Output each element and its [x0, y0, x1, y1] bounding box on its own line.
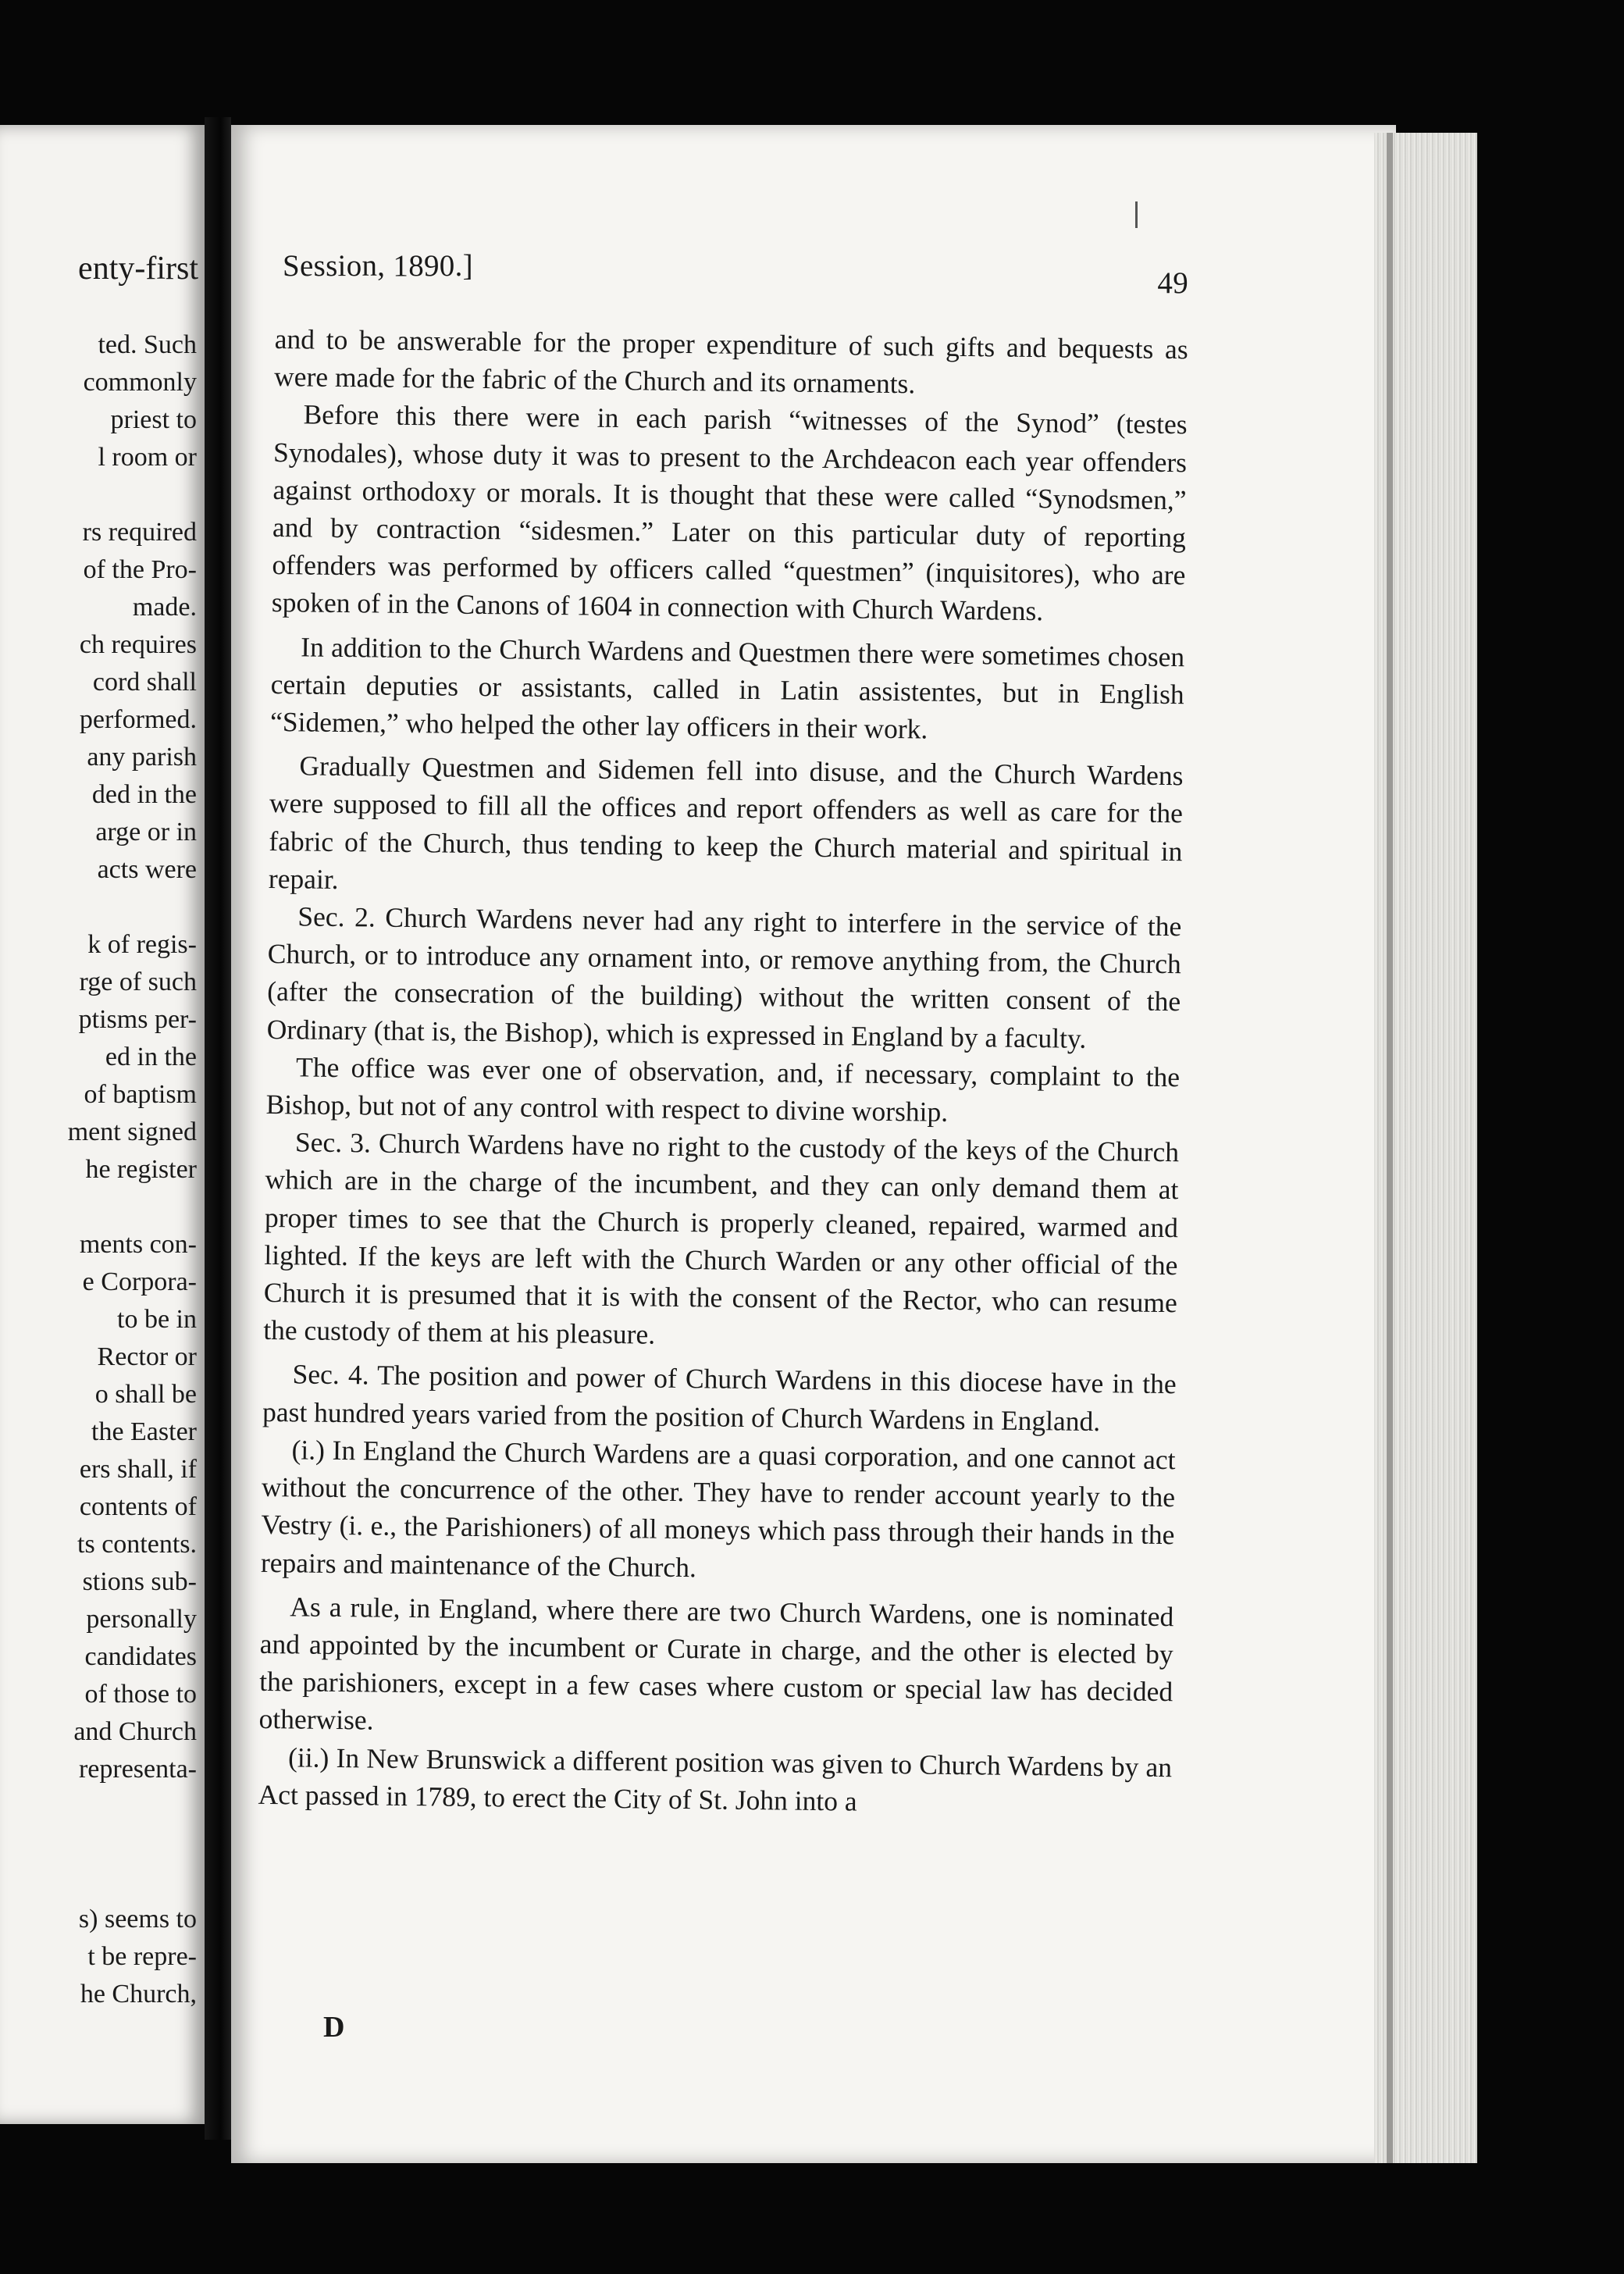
left-page-line: contents of [79, 1492, 197, 1521]
left-page-line: representa- [78, 1755, 197, 1784]
left-page-line: performed. [79, 705, 197, 734]
paragraph: (ii.) In New Brunswick a different position was given to Church Wardens by an Act passed in 1789, to erect the City of St. John into a [258, 1741, 1173, 1817]
left-page-line [68, 1189, 197, 1226]
paragraph: Sec. 2. Church Wardens never had any right to interfere in the service of the Church, or to introduce any ornament into, or remove anything from, the Church (after the consecration of the building) without the written consent of the Ordinary (that is, the Bishop), which is expressed in England by a faculty. [266, 900, 1182, 1054]
left-page-line: acts were [97, 855, 197, 884]
left-page-line: Rector or [97, 1342, 197, 1371]
left-page-line [68, 476, 197, 514]
paragraph: The office was ever one of observation, and, if necessary, complaint to the Bishop, but not of any control with respect to divine worship. [265, 1051, 1181, 1128]
left-page-line: e Corpora- [82, 1267, 197, 1296]
page-edge-shadow [1387, 133, 1393, 2163]
left-running-head: enty-first [78, 251, 198, 287]
paragraph: Sec. 4. The position and power of Church Wardens in this diocese have in the past hundred years varied from the position of Church Wardens in England. [262, 1358, 1177, 1437]
left-page-line: commonly [83, 368, 197, 397]
left-page-line: of those to [84, 1680, 197, 1709]
paragraph: and to be answerable for the proper expenditure of such gifts and bequests as were made for the fabric of the Church and its ornaments. [273, 323, 1188, 400]
paragraph: Before this there were in each parish “witnesses of the Synod” (testes Synodales), whose duty it was to present to the Archdeacon each year offenders against orthodoxy or morals. It is thought that these were called “Synodsmen,” and by contraction “sidesmen.” Later on this particular duty of reporting offenders was performed by officers called “questmen” (inquisitores), who are spoken of in the Canons of 1604 in connection with Church Wardens. [271, 398, 1188, 627]
left-page-line [68, 1788, 197, 1826]
left-page-line: ded in the [91, 780, 197, 809]
left-page-line: made. [132, 593, 197, 622]
left-page-line: t be repre- [87, 1942, 197, 1971]
left-page-line: ted. Such [98, 330, 197, 359]
paragraph: As a rule, in England, where there are two Church Wardens, one is nominated and appointed by the incumbent or Curate in charge, and the other is elected by the parishioners, except in a few cases where custom or special law has decided otherwise. [258, 1591, 1174, 1736]
signature-mark: D [323, 2011, 345, 2044]
left-page-line: o shall be [94, 1380, 197, 1409]
left-page-line [68, 889, 197, 926]
left-page-line: ch requires [79, 630, 197, 659]
paragraph: (i.) In England the Church Wardens are a quasi corporation, and one cannot act without the concurrence of the other. They have to render account yearly to the Vestry (i. e., the Parishioners) of all moneys which pass through their hands in the repairs and maintenance of the Church. [260, 1434, 1176, 1583]
book-gutter [205, 117, 231, 2140]
paragraph: Gradually Questmen and Sidemen fell into disuse, and the Church Wardens were supposed to fill all the offices and report offenders as well as care for the fabric of the Church, thus tending to keep the Church material and spiritual in repair. [268, 750, 1184, 895]
paragraph: Sec. 3. Church Wardens have no right to the custody of the keys of the Church which are in the charge of the incumbent, and they can only demand them at proper times to see that the Church is properly cleaned, repaired, warmed and lighted. If the keys are left with the Church Warden or any other official of the Church it is presumed that it is with the consent of the Rector, who can resume the custody of them at his pleasure. [263, 1126, 1180, 1350]
left-page-line: of baptism [84, 1080, 197, 1109]
left-facing-page [0, 125, 205, 2124]
left-page-line: and Church [73, 1717, 197, 1746]
left-page-line: ment signed [67, 1117, 197, 1146]
left-page-line: priest to [110, 405, 197, 434]
left-page-line: ed in the [105, 1043, 197, 1071]
page-number: 49 [1157, 266, 1188, 300]
left-page-line [68, 1826, 197, 1863]
left-page-line: s) seems to [78, 1905, 197, 1934]
left-page-line: he Church, [80, 1980, 197, 2008]
left-page-line: cord shall [92, 668, 197, 697]
paragraph: In addition to the Church Wardens and Questmen there were sometimes chosen certain deputies or assistants, called in Latin assistentes, but in English “Sidemen,” who helped the other lay officers in their work. [269, 631, 1185, 745]
left-page-line: arge or in [95, 818, 197, 847]
running-head [283, 248, 1188, 300]
left-page-line: stions sub- [82, 1567, 197, 1596]
left-page-line: ments con- [79, 1230, 197, 1259]
left-page-line: ptisms per- [78, 1005, 197, 1034]
left-page-line: the Easter [91, 1417, 197, 1446]
left-page-line: ers shall, if [79, 1455, 197, 1484]
left-page-line: ts contents. [77, 1530, 197, 1559]
left-page-line [68, 1863, 197, 1901]
left-page-line: rs required [82, 518, 197, 547]
body-text [258, 320, 1188, 1823]
left-page-line: to be in [117, 1305, 197, 1334]
running-head-title: Session, 1890.] [283, 249, 473, 283]
left-page-line: l room or [98, 443, 197, 472]
left-page-line: he register [85, 1155, 197, 1184]
left-page-text [68, 326, 197, 2013]
left-page-line: candidates [84, 1642, 197, 1671]
left-page-line: any parish [87, 743, 197, 772]
left-page-line: k of regis- [87, 930, 197, 959]
left-page-line: rge of such [79, 968, 197, 996]
left-page-line: of the Pro- [83, 555, 197, 584]
left-page-line: personally [86, 1605, 197, 1634]
stray-mark [1135, 201, 1138, 228]
